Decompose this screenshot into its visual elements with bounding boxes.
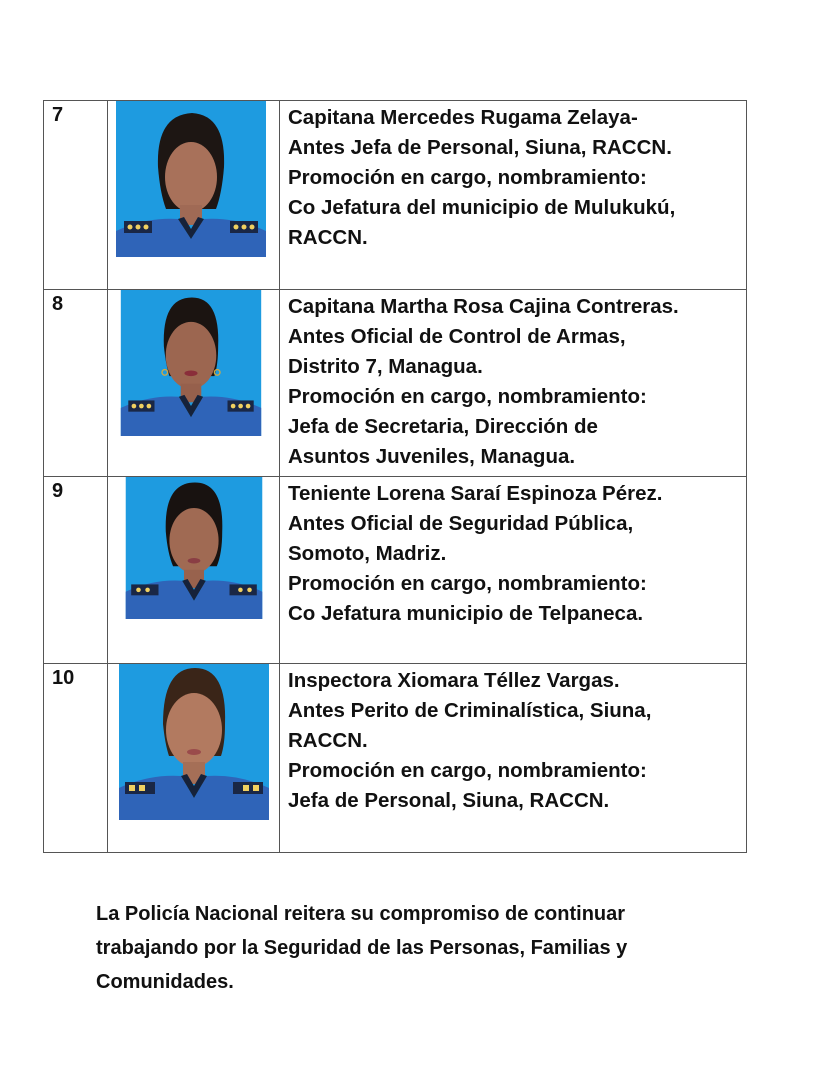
promotion-label: Promoción en cargo, nombramiento:: [288, 385, 647, 408]
promotion-label: Promoción en cargo, nombramiento:: [288, 572, 647, 595]
officer-description: [280, 477, 747, 664]
row-number: 9: [44, 477, 108, 664]
previous-post-cont: RACCN.: [288, 729, 368, 752]
closing-line: Comunidades.: [96, 971, 234, 993]
officer-description: [280, 290, 747, 477]
officer-name: Capitana Mercedes Rugama Zelaya-: [288, 106, 638, 129]
table-row: [44, 290, 747, 477]
officer-photo: [116, 664, 272, 820]
new-post: Jefa de Secretaria, Dirección de: [288, 415, 598, 438]
row-number: 7: [44, 101, 108, 290]
new-post: Jefa de Personal, Siuna, RACCN.: [288, 789, 610, 812]
closing-line: La Policía Nacional reitera su compromiso de continuar: [96, 903, 626, 925]
photo-cell: [108, 664, 280, 853]
promotions-table: [43, 100, 747, 853]
new-post: Co Jefatura municipio de Telpaneca.: [288, 602, 644, 625]
officer-name: Capitana Martha Rosa Cajina Contreras.: [288, 295, 679, 318]
officer-description: [280, 101, 747, 290]
new-post-cont: RACCN.: [288, 226, 368, 249]
closing-statement: [96, 897, 746, 999]
officer-name: Inspectora Xiomara Téllez Vargas.: [288, 669, 620, 692]
new-post-cont: Asuntos Juveniles, Managua.: [288, 445, 576, 468]
promotion-label: Promoción en cargo, nombramiento:: [288, 759, 647, 782]
table-row: [44, 664, 747, 853]
officer-description: [280, 664, 747, 853]
officer-photo: [116, 290, 266, 436]
promotion-label: Promoción en cargo, nombramiento:: [288, 166, 647, 189]
photo-cell: [108, 101, 280, 290]
officer-photo: [116, 477, 272, 619]
closing-line: trabajando por la Seguridad de las Personas, Familias y: [96, 937, 628, 959]
photo-cell: [108, 290, 280, 477]
new-post: Co Jefatura del municipio de Mulukukú,: [288, 196, 676, 219]
previous-post: Antes Perito de Criminalística, Siuna,: [288, 699, 652, 722]
row-number: 8: [44, 290, 108, 477]
row-number: 10: [44, 664, 108, 853]
officer-photo: [116, 101, 266, 257]
officer-name: Teniente Lorena Saraí Espinoza Pérez.: [288, 482, 663, 505]
previous-post: Antes Jefa de Personal, Siuna, RACCN.: [288, 136, 672, 159]
previous-post-cont: Distrito 7, Managua.: [288, 355, 483, 378]
table-row: [44, 101, 747, 290]
previous-post-cont: Somoto, Madriz.: [288, 542, 447, 565]
table-row: [44, 477, 747, 664]
photo-cell: [108, 477, 280, 664]
previous-post: Antes Oficial de Seguridad Pública,: [288, 512, 634, 535]
previous-post: Antes Oficial de Control de Armas,: [288, 325, 626, 348]
